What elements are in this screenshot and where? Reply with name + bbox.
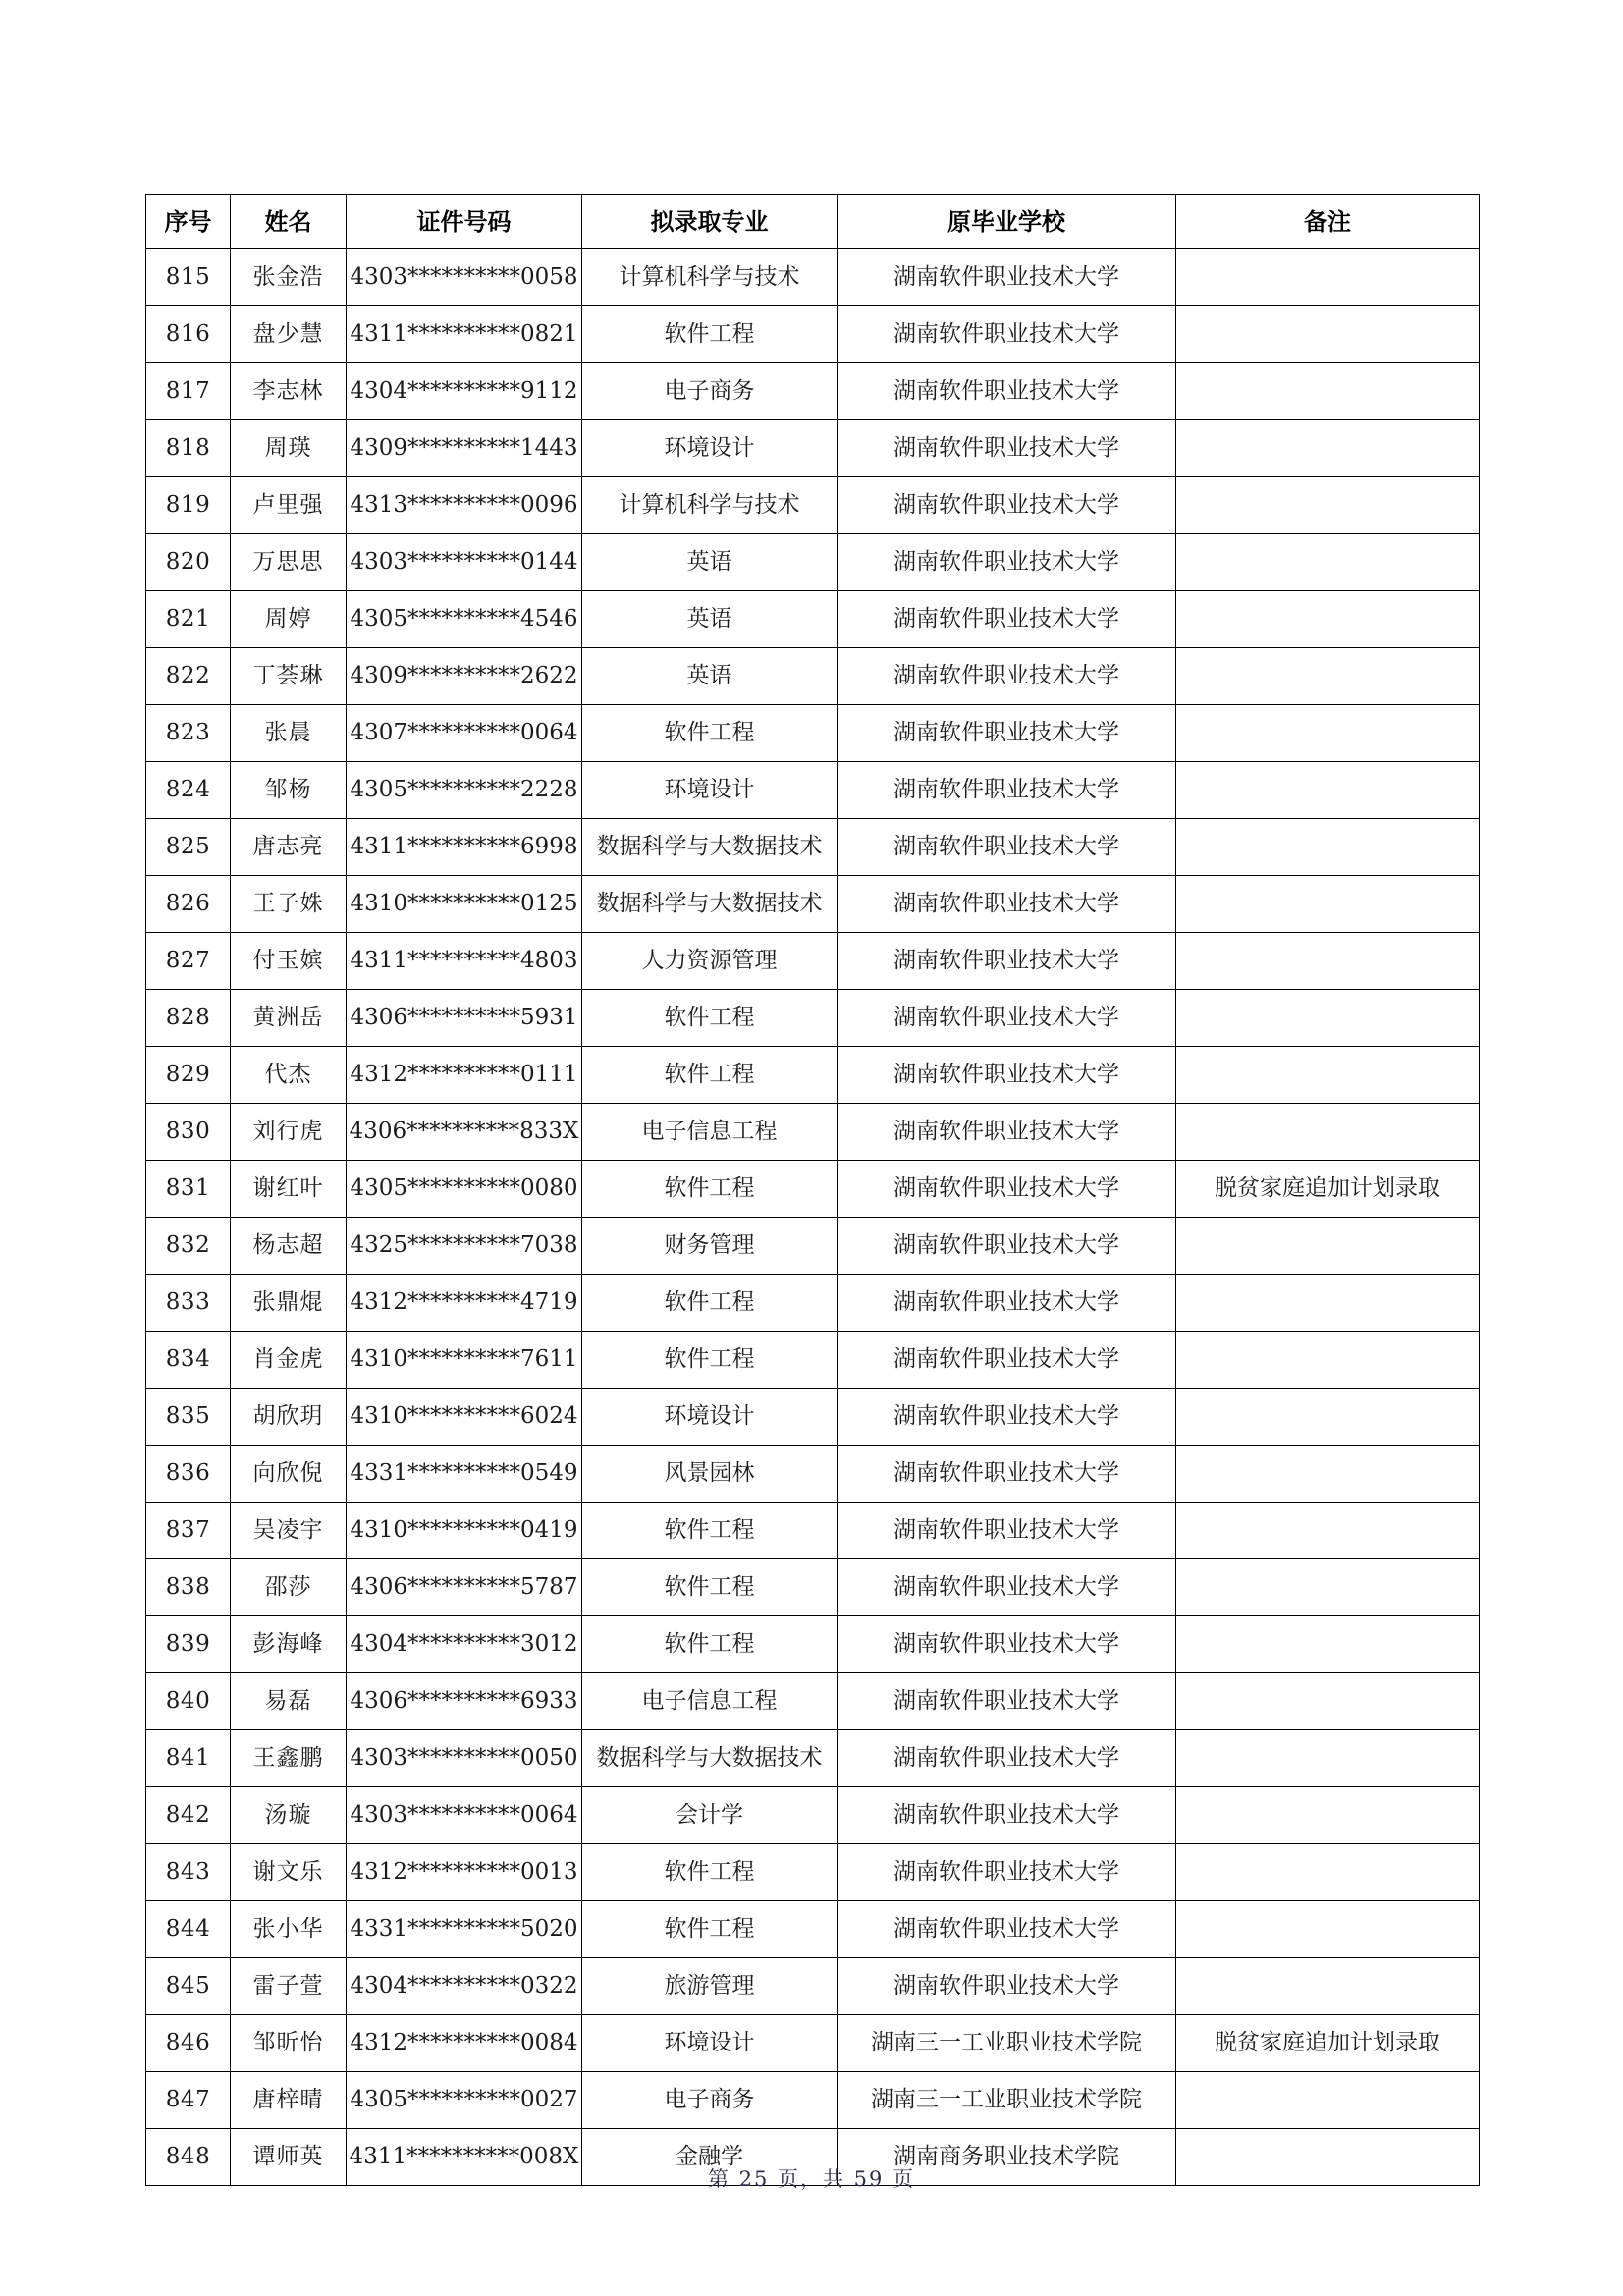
column-header-seq: 序号: [146, 195, 231, 249]
column-header-major: 拟录取专业: [582, 195, 838, 249]
cell-seq: 832: [146, 1218, 231, 1275]
cell-remark: [1176, 2072, 1480, 2129]
cell-seq: 817: [146, 363, 231, 420]
cell-remark: [1176, 990, 1480, 1047]
cell-remark: [1176, 876, 1480, 933]
cell-remark: [1176, 1901, 1480, 1958]
table-body: [146, 249, 1480, 2186]
cell-remark: [1176, 534, 1480, 591]
cell-id: 4331**********5020: [347, 1901, 582, 1958]
cell-name: 唐志亮: [231, 819, 347, 876]
cell-id: 4306**********5931: [347, 990, 582, 1047]
cell-school: 湖南软件职业技术大学: [838, 762, 1176, 819]
table-row: [146, 1559, 1480, 1616]
table-header-row: [146, 195, 1480, 249]
cell-id: 4311**********6998: [347, 819, 582, 876]
cell-name: 彭海峰: [231, 1616, 347, 1673]
cell-remark: [1176, 363, 1480, 420]
cell-major: 数据科学与大数据技术: [582, 819, 838, 876]
cell-name: 张小华: [231, 1901, 347, 1958]
cell-school: 湖南软件职业技术大学: [838, 933, 1176, 990]
table-row: [146, 1673, 1480, 1730]
cell-major: 环境设计: [582, 2015, 838, 2072]
cell-name: 邹杨: [231, 762, 347, 819]
cell-school: 湖南软件职业技术大学: [838, 591, 1176, 648]
cell-major: 软件工程: [582, 1901, 838, 1958]
cell-major: 软件工程: [582, 1844, 838, 1901]
cell-id: 4325**********7038: [347, 1218, 582, 1275]
cell-seq: 837: [146, 1503, 231, 1559]
cell-major: 人力资源管理: [582, 933, 838, 990]
table-row: [146, 1730, 1480, 1787]
cell-id: 4306**********833X: [347, 1104, 582, 1161]
cell-name: 邹昕怡: [231, 2015, 347, 2072]
cell-seq: 839: [146, 1616, 231, 1673]
table-header: [146, 195, 1480, 249]
cell-remark: [1176, 1673, 1480, 1730]
cell-major: 软件工程: [582, 1616, 838, 1673]
column-header-remark: 备注: [1176, 195, 1480, 249]
cell-major: 数据科学与大数据技术: [582, 876, 838, 933]
cell-school: 湖南软件职业技术大学: [838, 534, 1176, 591]
table-row: [146, 1958, 1480, 2015]
table-row: [146, 477, 1480, 534]
cell-id: 4303**********0058: [347, 249, 582, 306]
cell-id: 4304**********9112: [347, 363, 582, 420]
cell-remark: [1176, 1787, 1480, 1844]
cell-school: 湖南软件职业技术大学: [838, 1332, 1176, 1389]
cell-name: 李志林: [231, 363, 347, 420]
cell-school: 湖南软件职业技术大学: [838, 477, 1176, 534]
cell-id: 4312**********4719: [347, 1275, 582, 1332]
cell-school: 湖南软件职业技术大学: [838, 1389, 1176, 1446]
cell-seq: 843: [146, 1844, 231, 1901]
cell-seq: 847: [146, 2072, 231, 2129]
cell-seq: 836: [146, 1446, 231, 1503]
cell-name: 周婷: [231, 591, 347, 648]
cell-name: 邵莎: [231, 1559, 347, 1616]
cell-school: 湖南软件职业技术大学: [838, 1104, 1176, 1161]
cell-name: 雷子萱: [231, 1958, 347, 2015]
cell-seq: 840: [146, 1673, 231, 1730]
table-row: [146, 1104, 1480, 1161]
cell-school: 湖南软件职业技术大学: [838, 648, 1176, 705]
cell-school: 湖南软件职业技术大学: [838, 705, 1176, 762]
cell-school: 湖南商务职业技术学院: [838, 2129, 1176, 2186]
cell-name: 杨志超: [231, 1218, 347, 1275]
cell-remark: [1176, 1503, 1480, 1559]
cell-name: 代杰: [231, 1047, 347, 1104]
cell-id: 4305**********0027: [347, 2072, 582, 2129]
table-row: [146, 648, 1480, 705]
cell-major: 环境设计: [582, 762, 838, 819]
table-row: [146, 2072, 1480, 2129]
table-row: [146, 990, 1480, 1047]
cell-seq: 848: [146, 2129, 231, 2186]
cell-remark: [1176, 1844, 1480, 1901]
cell-remark: [1176, 1218, 1480, 1275]
cell-id: 4313**********0096: [347, 477, 582, 534]
cell-major: 英语: [582, 534, 838, 591]
column-header-school: 原毕业学校: [838, 195, 1176, 249]
table-row: [146, 1332, 1480, 1389]
cell-name: 易磊: [231, 1673, 347, 1730]
cell-major: 软件工程: [582, 1503, 838, 1559]
cell-remark: [1176, 420, 1480, 477]
column-header-name: 姓名: [231, 195, 347, 249]
cell-id: 4310**********0125: [347, 876, 582, 933]
table-row: [146, 1616, 1480, 1673]
cell-name: 肖金虎: [231, 1332, 347, 1389]
cell-major: 软件工程: [582, 1161, 838, 1218]
cell-major: 电子商务: [582, 363, 838, 420]
cell-school: 湖南软件职业技术大学: [838, 1218, 1176, 1275]
cell-school: 湖南软件职业技术大学: [838, 1503, 1176, 1559]
table-row: [146, 1446, 1480, 1503]
cell-major: 环境设计: [582, 420, 838, 477]
table-row: [146, 819, 1480, 876]
table-row: [146, 363, 1480, 420]
cell-name: 王子姝: [231, 876, 347, 933]
cell-major: 电子信息工程: [582, 1673, 838, 1730]
cell-major: 数据科学与大数据技术: [582, 1730, 838, 1787]
cell-seq: 844: [146, 1901, 231, 1958]
cell-name: 盘少慧: [231, 306, 347, 363]
table-row: [146, 1503, 1480, 1559]
table-row: [146, 876, 1480, 933]
cell-major: 软件工程: [582, 1047, 838, 1104]
table-row: [146, 249, 1480, 306]
cell-seq: 841: [146, 1730, 231, 1787]
cell-major: 风景园林: [582, 1446, 838, 1503]
cell-seq: 829: [146, 1047, 231, 1104]
cell-name: 张鼎焜: [231, 1275, 347, 1332]
cell-id: 4305**********0080: [347, 1161, 582, 1218]
cell-id: 4305**********2228: [347, 762, 582, 819]
cell-school: 湖南软件职业技术大学: [838, 1559, 1176, 1616]
table-row: [146, 420, 1480, 477]
cell-seq: 827: [146, 933, 231, 990]
cell-id: 4312**********0084: [347, 2015, 582, 2072]
cell-name: 张金浩: [231, 249, 347, 306]
table-row: [146, 306, 1480, 363]
cell-school: 湖南软件职业技术大学: [838, 249, 1176, 306]
cell-major: 金融学: [582, 2129, 838, 2186]
cell-remark: [1176, 249, 1480, 306]
admission-table: [145, 194, 1480, 2186]
cell-seq: 834: [146, 1332, 231, 1389]
cell-seq: 815: [146, 249, 231, 306]
cell-major: 环境设计: [582, 1389, 838, 1446]
cell-school: 湖南软件职业技术大学: [838, 363, 1176, 420]
cell-id: 4304**********3012: [347, 1616, 582, 1673]
cell-remark: [1176, 1730, 1480, 1787]
cell-id: 4303**********0144: [347, 534, 582, 591]
table-row: [146, 1844, 1480, 1901]
cell-name: 张晨: [231, 705, 347, 762]
cell-seq: 846: [146, 2015, 231, 2072]
cell-seq: 831: [146, 1161, 231, 1218]
cell-school: 湖南软件职业技术大学: [838, 1673, 1176, 1730]
cell-name: 谢红叶: [231, 1161, 347, 1218]
cell-school: 湖南软件职业技术大学: [838, 1446, 1176, 1503]
cell-seq: 835: [146, 1389, 231, 1446]
cell-id: 4311**********4803: [347, 933, 582, 990]
cell-seq: 842: [146, 1787, 231, 1844]
cell-id: 4310**********7611: [347, 1332, 582, 1389]
cell-name: 周瑛: [231, 420, 347, 477]
table-row: [146, 933, 1480, 990]
cell-major: 软件工程: [582, 1332, 838, 1389]
cell-id: 4311**********0821: [347, 306, 582, 363]
cell-school: 湖南三一工业职业技术学院: [838, 2015, 1176, 2072]
cell-remark: [1176, 477, 1480, 534]
cell-school: 湖南软件职业技术大学: [838, 1275, 1176, 1332]
table-row: [146, 591, 1480, 648]
cell-major: 旅游管理: [582, 1958, 838, 2015]
cell-school: 湖南软件职业技术大学: [838, 1844, 1176, 1901]
cell-seq: 823: [146, 705, 231, 762]
cell-school: 湖南软件职业技术大学: [838, 1047, 1176, 1104]
cell-id: 4312**********0013: [347, 1844, 582, 1901]
cell-school: 湖南软件职业技术大学: [838, 1787, 1176, 1844]
cell-seq: 824: [146, 762, 231, 819]
cell-seq: 825: [146, 819, 231, 876]
cell-school: 湖南软件职业技术大学: [838, 1901, 1176, 1958]
cell-seq: 818: [146, 420, 231, 477]
cell-major: 会计学: [582, 1787, 838, 1844]
column-header-id: 证件号码: [347, 195, 582, 249]
table-row: [146, 1161, 1480, 1218]
cell-name: 汤璇: [231, 1787, 347, 1844]
cell-seq: 821: [146, 591, 231, 648]
cell-school: 湖南软件职业技术大学: [838, 1730, 1176, 1787]
cell-remark: [1176, 1047, 1480, 1104]
cell-major: 英语: [582, 591, 838, 648]
cell-school: 湖南软件职业技术大学: [838, 1616, 1176, 1673]
page-footer: 第 25 页，共 59 页: [707, 2167, 916, 2191]
cell-remark: [1176, 1275, 1480, 1332]
cell-remark: [1176, 1332, 1480, 1389]
cell-id: 4310**********6024: [347, 1389, 582, 1446]
cell-seq: 830: [146, 1104, 231, 1161]
cell-major: 电子商务: [582, 2072, 838, 2129]
cell-id: 4306**********5787: [347, 1559, 582, 1616]
table-row: [146, 1047, 1480, 1104]
cell-id: 4304**********0322: [347, 1958, 582, 2015]
cell-remark: [1176, 1958, 1480, 2015]
cell-remark: [1176, 306, 1480, 363]
cell-name: 丁荟琳: [231, 648, 347, 705]
cell-seq: 816: [146, 306, 231, 363]
cell-major: 软件工程: [582, 1559, 838, 1616]
cell-remark: [1176, 648, 1480, 705]
cell-id: 4305**********4546: [347, 591, 582, 648]
table-row: [146, 1275, 1480, 1332]
cell-name: 胡欣玥: [231, 1389, 347, 1446]
cell-id: 4312**********0111: [347, 1047, 582, 1104]
cell-remark: [1176, 705, 1480, 762]
table-row: [146, 705, 1480, 762]
cell-id: 4307**********0064: [347, 705, 582, 762]
cell-name: 谭师英: [231, 2129, 347, 2186]
cell-id: 4303**********0064: [347, 1787, 582, 1844]
cell-major: 计算机科学与技术: [582, 249, 838, 306]
table-row: [146, 1901, 1480, 1958]
cell-major: 英语: [582, 648, 838, 705]
cell-id: 4310**********0419: [347, 1503, 582, 1559]
cell-name: 卢里强: [231, 477, 347, 534]
cell-name: 吴凌宇: [231, 1503, 347, 1559]
cell-name: 王鑫鹏: [231, 1730, 347, 1787]
cell-remark: [1176, 1389, 1480, 1446]
cell-remark: [1176, 933, 1480, 990]
cell-seq: 828: [146, 990, 231, 1047]
cell-name: 唐梓晴: [231, 2072, 347, 2129]
table-row: [146, 2015, 1480, 2072]
cell-major: 软件工程: [582, 990, 838, 1047]
cell-remark: 脱贫家庭追加计划录取: [1176, 2015, 1480, 2072]
cell-major: 软件工程: [582, 705, 838, 762]
cell-id: 4311**********008X: [347, 2129, 582, 2186]
cell-name: 谢文乐: [231, 1844, 347, 1901]
cell-school: 湖南软件职业技术大学: [838, 420, 1176, 477]
cell-id: 4303**********0050: [347, 1730, 582, 1787]
table-row: [146, 1218, 1480, 1275]
cell-school: 湖南软件职业技术大学: [838, 990, 1176, 1047]
cell-name: 付玉嫔: [231, 933, 347, 990]
cell-seq: 838: [146, 1559, 231, 1616]
cell-seq: 833: [146, 1275, 231, 1332]
cell-remark: [1176, 1446, 1480, 1503]
table-row: [146, 1787, 1480, 1844]
cell-name: 刘行虎: [231, 1104, 347, 1161]
cell-id: 4309**********2622: [347, 648, 582, 705]
cell-major: 软件工程: [582, 1275, 838, 1332]
table-row: [146, 1389, 1480, 1446]
cell-name: 万思思: [231, 534, 347, 591]
cell-school: 湖南软件职业技术大学: [838, 876, 1176, 933]
cell-remark: [1176, 1616, 1480, 1673]
cell-major: 财务管理: [582, 1218, 838, 1275]
cell-remark: [1176, 762, 1480, 819]
cell-school: 湖南软件职业技术大学: [838, 819, 1176, 876]
cell-name: 向欣倪: [231, 1446, 347, 1503]
cell-seq: 826: [146, 876, 231, 933]
cell-id: 4331**********0549: [347, 1446, 582, 1503]
cell-id: 4309**********1443: [347, 420, 582, 477]
cell-id: 4306**********6933: [347, 1673, 582, 1730]
cell-remark: [1176, 819, 1480, 876]
cell-school: 湖南软件职业技术大学: [838, 1958, 1176, 2015]
table-row: [146, 762, 1480, 819]
cell-seq: 820: [146, 534, 231, 591]
cell-school: 湖南软件职业技术大学: [838, 1161, 1176, 1218]
cell-major: 电子信息工程: [582, 1104, 838, 1161]
cell-name: 黄洲岳: [231, 990, 347, 1047]
cell-major: 软件工程: [582, 306, 838, 363]
cell-remark: [1176, 1104, 1480, 1161]
cell-seq: 845: [146, 1958, 231, 2015]
cell-remark: [1176, 1559, 1480, 1616]
cell-remark: [1176, 591, 1480, 648]
cell-remark: 脱贫家庭追加计划录取: [1176, 1161, 1480, 1218]
cell-school: 湖南软件职业技术大学: [838, 306, 1176, 363]
table-row: [146, 534, 1480, 591]
cell-school: 湖南三一工业职业技术学院: [838, 2072, 1176, 2129]
cell-major: 计算机科学与技术: [582, 477, 838, 534]
cell-seq: 819: [146, 477, 231, 534]
cell-seq: 822: [146, 648, 231, 705]
admission-table-container: [145, 194, 1479, 2186]
